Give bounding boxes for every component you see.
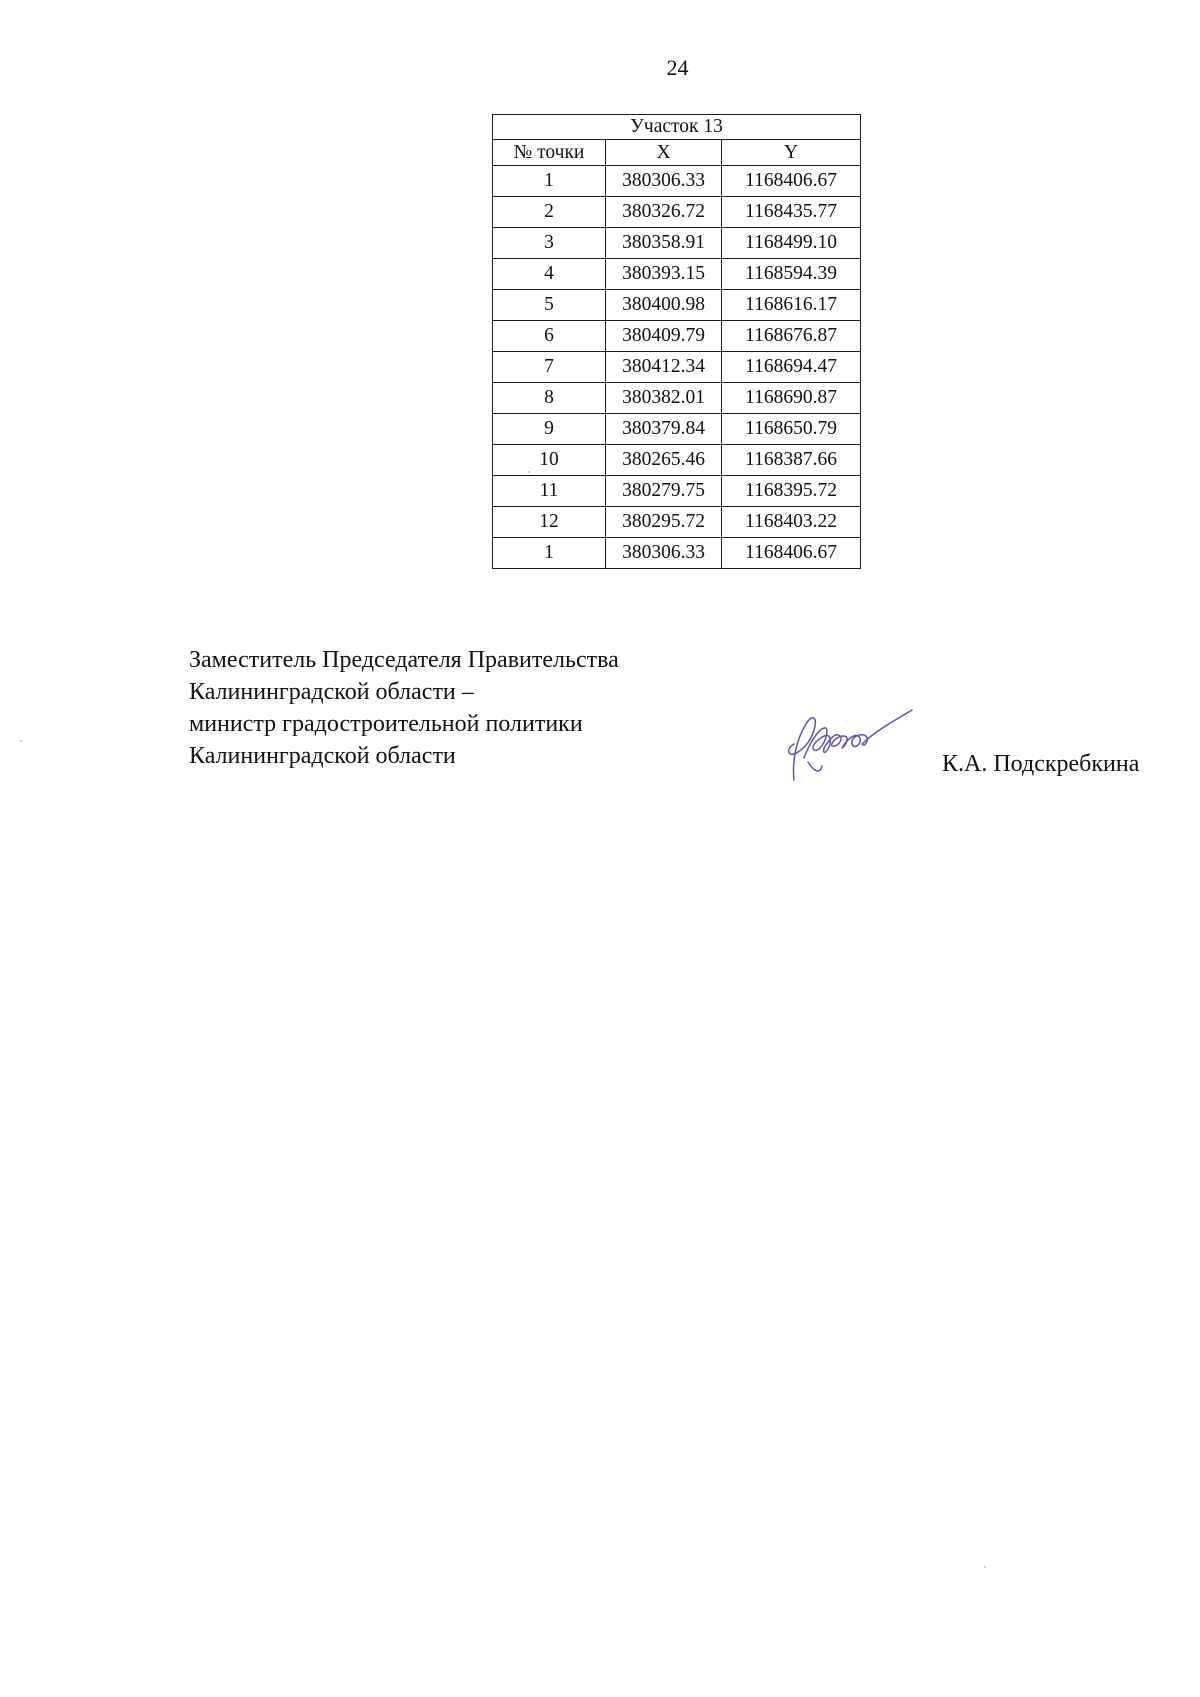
point-number: 8 xyxy=(493,383,606,414)
point-number: 2 xyxy=(493,197,606,228)
x-value: 380326.72 xyxy=(606,197,722,228)
table-row xyxy=(493,259,861,290)
table-title-row xyxy=(493,115,861,140)
header-x: X xyxy=(606,140,722,166)
point-number: 11 xyxy=(493,476,606,507)
x-value: 380400.98 xyxy=(606,290,722,321)
y-value: 1168395.72 xyxy=(722,476,861,507)
point-number: 9 xyxy=(493,414,606,445)
table-row xyxy=(493,538,861,569)
table-row xyxy=(493,414,861,445)
header-y: Y xyxy=(722,140,861,166)
table-row xyxy=(493,352,861,383)
y-value: 1168406.67 xyxy=(722,166,861,197)
table-row xyxy=(493,476,861,507)
table-row xyxy=(493,445,861,476)
point-number: 5 xyxy=(493,290,606,321)
point-number: 7 xyxy=(493,352,606,383)
handwritten-signature xyxy=(774,702,924,790)
table-row xyxy=(493,321,861,352)
scan-speck xyxy=(984,1566,986,1568)
x-value: 380265.46 xyxy=(606,445,722,476)
x-value: 380379.84 xyxy=(606,414,722,445)
position-line: Калининградской области xyxy=(189,743,456,769)
x-value: 380358.91 xyxy=(606,228,722,259)
x-value: 380382.01 xyxy=(606,383,722,414)
page-number: 24 xyxy=(666,55,689,80)
table-title: Участок 13 xyxy=(493,115,861,140)
scan-speck xyxy=(20,740,22,742)
x-value: 380306.33 xyxy=(606,538,722,569)
x-value: 380409.79 xyxy=(606,321,722,352)
y-value: 1168694.47 xyxy=(722,352,861,383)
scan-speck xyxy=(528,471,530,473)
position-line: министр градостроительной политики xyxy=(189,711,583,737)
y-value: 1168403.22 xyxy=(722,507,861,538)
y-value: 1168650.79 xyxy=(722,414,861,445)
y-value: 1168690.87 xyxy=(722,383,861,414)
point-number: 3 xyxy=(493,228,606,259)
x-value: 380279.75 xyxy=(606,476,722,507)
x-value: 380306.33 xyxy=(606,166,722,197)
point-number: 1 xyxy=(493,166,606,197)
table-row xyxy=(493,507,861,538)
y-value: 1168499.10 xyxy=(722,228,861,259)
point-number: 6 xyxy=(493,321,606,352)
x-value: 380393.15 xyxy=(606,259,722,290)
table-header-row xyxy=(493,140,861,166)
y-value: 1168676.87 xyxy=(722,321,861,352)
y-value: 1168616.17 xyxy=(722,290,861,321)
table-row xyxy=(493,228,861,259)
point-number: 1 xyxy=(493,538,606,569)
table-row xyxy=(493,166,861,197)
y-value: 1168387.66 xyxy=(722,445,861,476)
point-number: 4 xyxy=(493,259,606,290)
y-value: 1168435.77 xyxy=(722,197,861,228)
table-row xyxy=(493,290,861,321)
position-line: Калининградской области – xyxy=(189,679,474,705)
position-line: Заместитель Председателя Правительства xyxy=(189,647,619,673)
table-row xyxy=(493,383,861,414)
header-point-number: № точки xyxy=(493,140,606,166)
x-value: 380295.72 xyxy=(606,507,722,538)
table-row xyxy=(493,197,861,228)
point-number: 10 xyxy=(493,445,606,476)
signatory-position xyxy=(189,644,619,772)
coordinates-table xyxy=(492,114,861,569)
point-number: 12 xyxy=(493,507,606,538)
signer-name: К.А. Подскребкина xyxy=(942,751,1140,777)
x-value: 380412.34 xyxy=(606,352,722,383)
y-value: 1168594.39 xyxy=(722,259,861,290)
y-value: 1168406.67 xyxy=(722,538,861,569)
